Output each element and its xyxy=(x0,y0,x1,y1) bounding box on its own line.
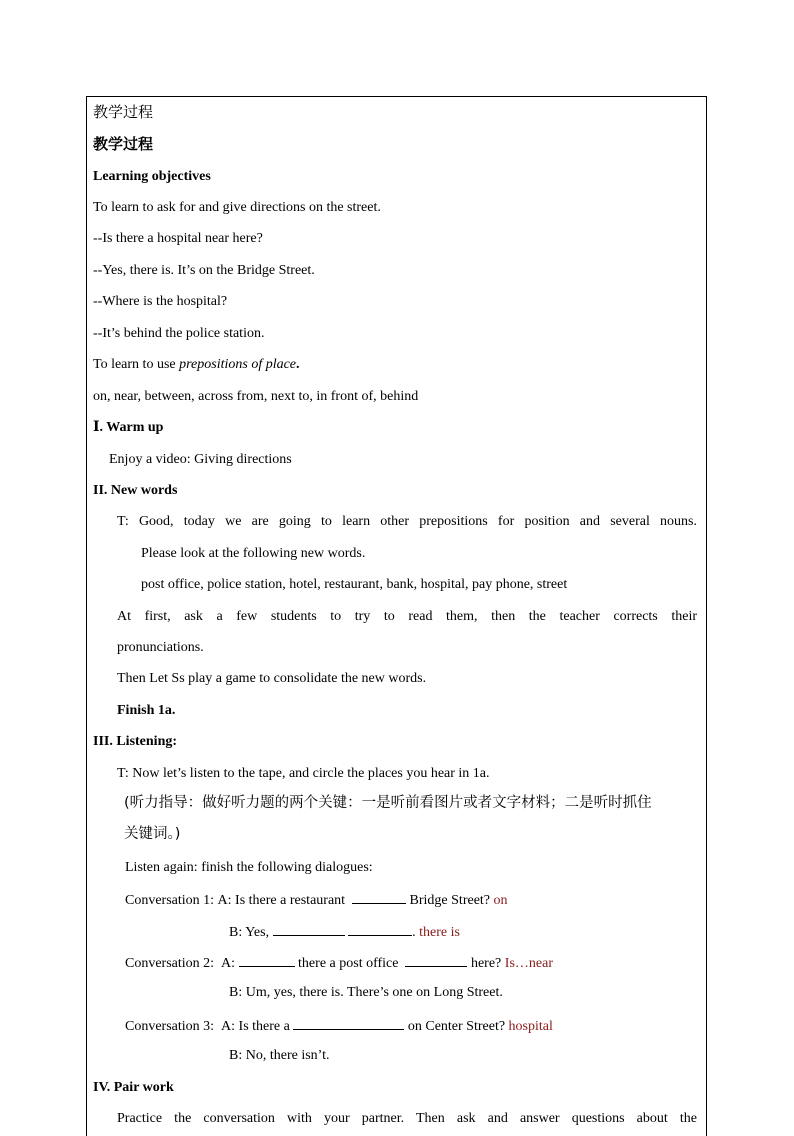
answer-blank xyxy=(293,1016,404,1030)
objective-line: --Is there a hospital near here? xyxy=(93,231,263,246)
prepositions-term: prepositions of place xyxy=(179,357,297,372)
answer-key: there is xyxy=(419,925,460,940)
new-words-list: post office, police station, hotel, restaurant, bank, hospital, pay phone, street xyxy=(141,577,568,592)
listening-note: (听力指导：做好听力题的两个关键：一是听前看图片或者文字材料；二是听时抓住 xyxy=(124,795,652,811)
answer-key: Is…near xyxy=(504,956,553,971)
conversation-1-a: Conversation 1: A: Is there a restaurant Bridge Street? on xyxy=(125,890,508,910)
new-words-line: At first, ask a few students to try to read them, then the teacher corrects their xyxy=(117,609,697,624)
answer-blank xyxy=(239,953,295,967)
listening-line: T: Now let’s listen to the tape, and circle the places you hear in 1a. xyxy=(117,766,490,781)
conversation-3-b: B: No, there isn’t. xyxy=(229,1048,330,1063)
section-title-bold: 教学过程 xyxy=(93,135,154,153)
answer-key: hospital xyxy=(508,1019,553,1034)
conversation-3-a: Conversation 3: A: Is there a on Center Street? hospital xyxy=(125,1016,553,1036)
warmup-heading: Ⅰ. Warm up xyxy=(93,420,164,435)
objective-line: --Where is the hospital? xyxy=(93,294,228,309)
objective-line: --It’s behind the police station. xyxy=(93,326,265,341)
pair-work-heading: IV. Pair work xyxy=(93,1080,174,1095)
new-words-line: Please look at the following new words. xyxy=(141,546,366,561)
conversation-1-b: B: Yes, . there is xyxy=(229,922,460,942)
listening-line: Listen again: finish the following dialogues: xyxy=(125,860,373,875)
listening-note: 关键词。) xyxy=(124,826,181,842)
objective-line: To learn to use prepositions of place. xyxy=(93,357,300,372)
new-words-line: pronunciations. xyxy=(117,640,204,655)
answer-blank xyxy=(348,922,412,936)
warmup-line: Enjoy a video: Giving directions xyxy=(109,452,292,467)
answer-blank xyxy=(352,890,406,904)
new-words-line: T: Good, today we are going to learn other prepositions for position and several nouns. xyxy=(117,514,697,529)
conversation-2-b: B: Um, yes, there is. There’s one on Long Street. xyxy=(229,985,503,1000)
listening-heading: III. Listening: xyxy=(93,734,178,749)
objective-line: To learn to ask for and give directions on the street. xyxy=(93,200,381,215)
conversation-2-a: Conversation 2: A: there a post office here? Is…near xyxy=(125,953,553,973)
new-words-line: Then Let Ss play a game to consolidate the new words. xyxy=(117,671,427,686)
answer-key: on xyxy=(493,893,508,908)
pair-work-line: Practice the conversation with your partner. Then ask and answer questions about the xyxy=(117,1111,697,1126)
objective-line: --Yes, there is. It’s on the Bridge Street. xyxy=(93,263,315,278)
answer-blank xyxy=(273,922,345,936)
new-words-heading: II. New words xyxy=(93,483,178,498)
section-title-plain: 教学过程 xyxy=(93,103,154,121)
answer-blank xyxy=(405,953,467,967)
objectives-heading: Learning objectives xyxy=(93,169,211,184)
prepositions-list: on, near, between, across from, next to, in front of, behind xyxy=(93,389,419,404)
finish-1a: Finish 1a. xyxy=(117,703,176,718)
